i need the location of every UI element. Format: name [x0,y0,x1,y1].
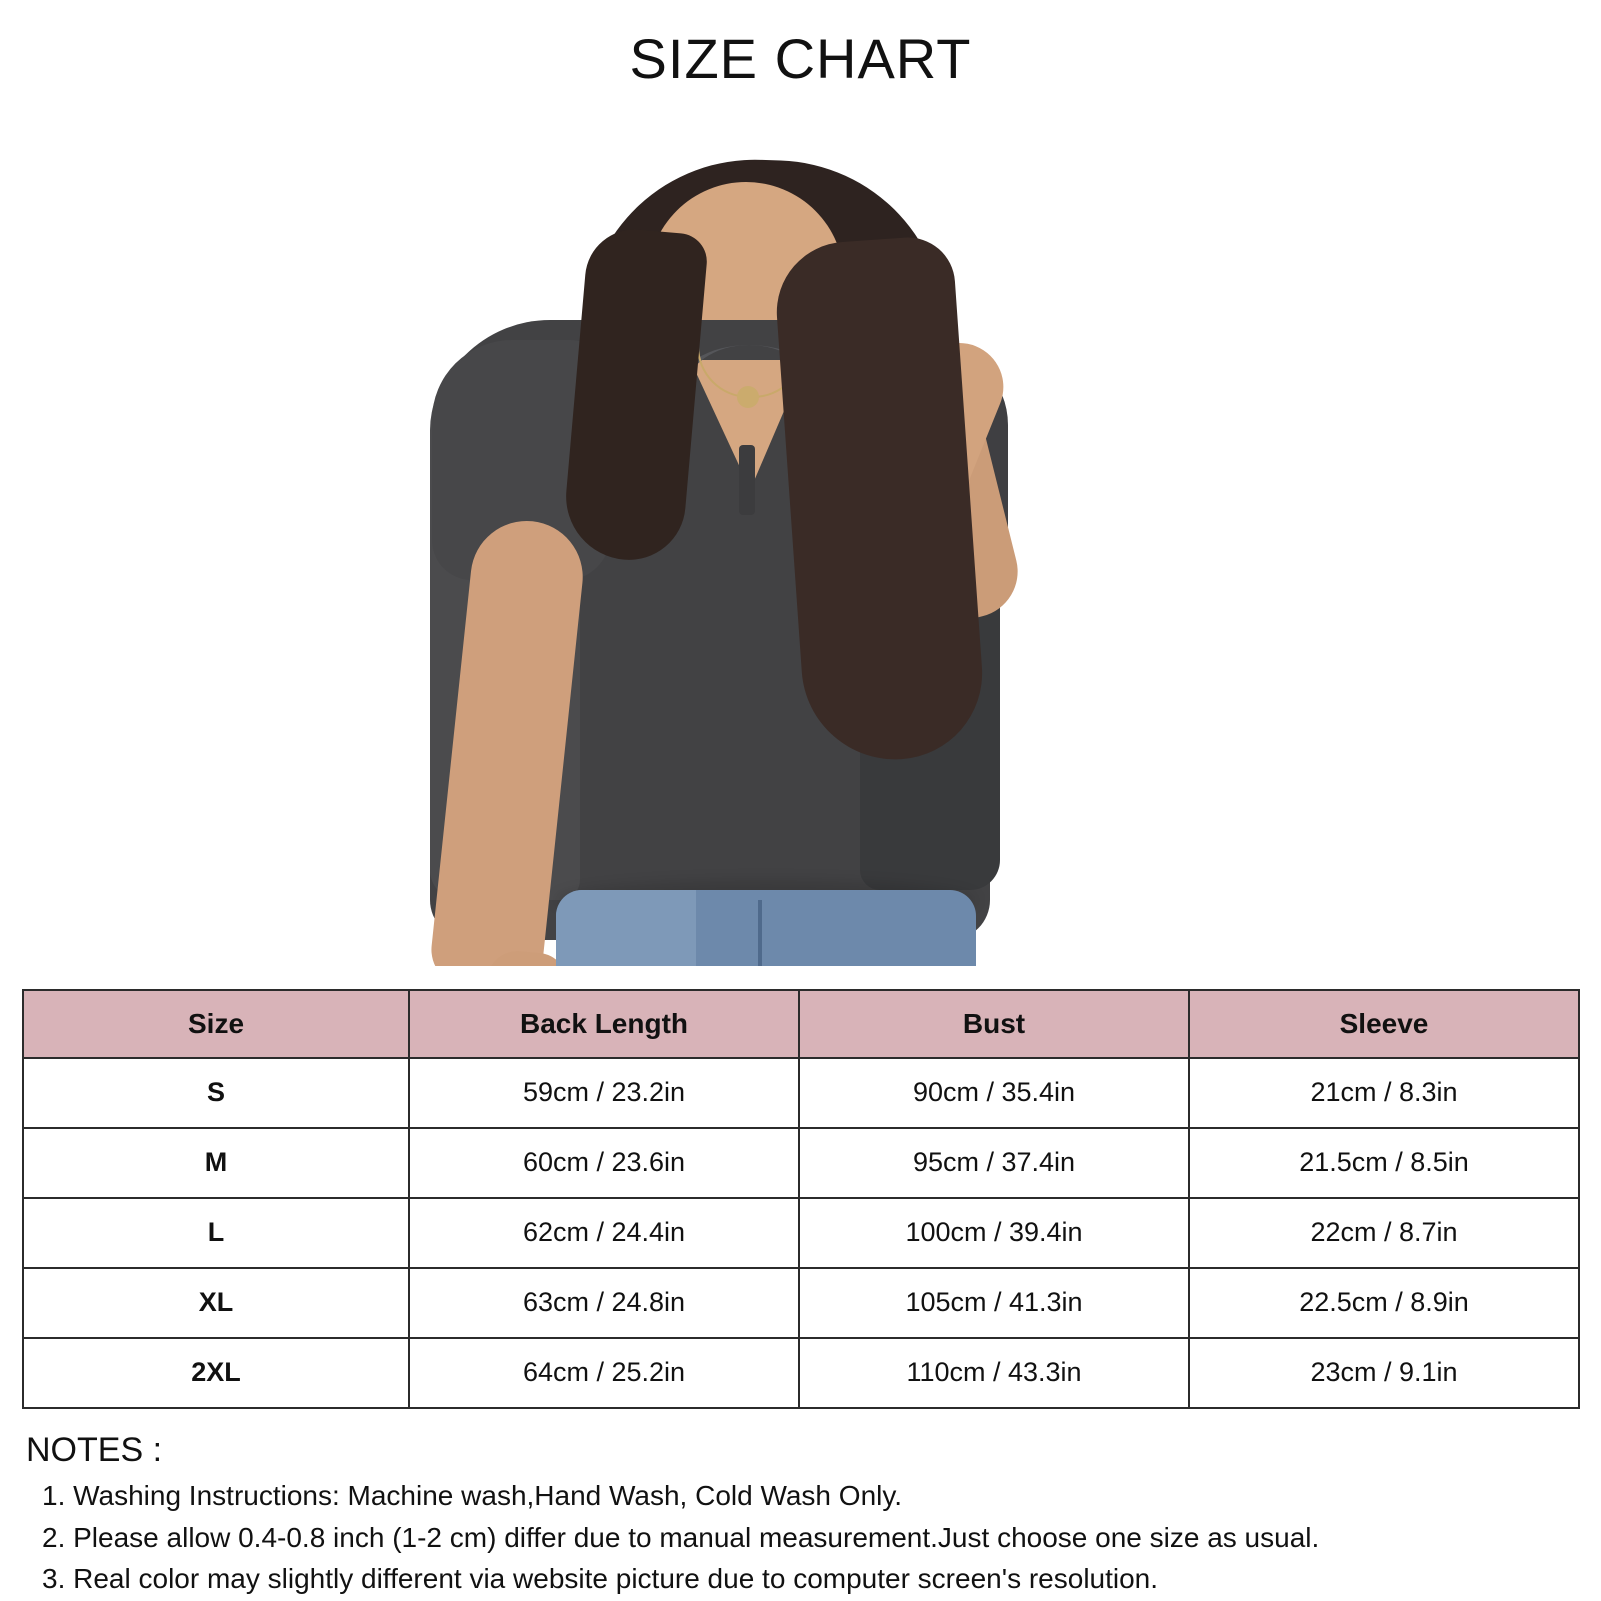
cell-sleeve: 21.5cm / 8.5in [1189,1128,1579,1198]
photo-bottom-edge [0,966,1601,989]
cell-bust: 90cm / 35.4in [799,1058,1189,1128]
table-header [23,990,1579,1058]
cell-size: 2XL [23,1338,409,1408]
column-header-size: Size [23,990,409,1058]
hair-right [772,234,988,765]
cell-sleeve: 22cm / 8.7in [1189,1198,1579,1268]
cell-bust: 105cm / 41.3in [799,1268,1189,1338]
note-line-1: 1. Washing Instructions: Machine wash,Hand Wash, Cold Wash Only. [42,1479,903,1511]
notes-heading: NOTES : [26,1430,163,1469]
cell-bust: 95cm / 37.4in [799,1128,1189,1198]
page-title: SIZE CHART [629,27,972,90]
cell-back-length: 62cm / 24.4in [409,1198,799,1268]
table-row [23,1198,1579,1268]
table-header-row [23,990,1579,1058]
cell-back-length: 63cm / 24.8in [409,1268,799,1338]
product-photo [0,90,1601,989]
note-line-2: 2. Please allow 0.4-0.8 inch (1-2 cm) differ due to manual measurement.Just choose one size as usual. [42,1521,1320,1553]
table-row [23,1128,1579,1198]
table-body [23,1058,1579,1408]
cell-back-length: 59cm / 23.2in [409,1058,799,1128]
table-row [23,1058,1579,1128]
cell-sleeve: 23cm / 9.1in [1189,1338,1579,1408]
size-table [22,989,1580,1409]
table-row [23,1268,1579,1338]
table-row [23,1338,1579,1408]
cell-size: L [23,1198,409,1268]
cell-back-length: 60cm / 23.6in [409,1128,799,1198]
cell-size: M [23,1128,409,1198]
cell-bust: 100cm / 39.4in [799,1198,1189,1268]
column-header-bust: Bust [799,990,1189,1058]
column-header-back-length: Back Length [409,990,799,1058]
cell-back-length: 64cm / 25.2in [409,1338,799,1408]
model-illustration [0,90,1601,989]
cell-sleeve: 22.5cm / 8.9in [1189,1268,1579,1338]
necklace-pendant [737,386,759,408]
cell-size: XL [23,1268,409,1338]
cell-sleeve: 21cm / 8.3in [1189,1058,1579,1128]
cell-size: S [23,1058,409,1128]
note-line-3: 3. Real color may slightly different via website picture due to computer screen's resolution. [42,1563,1159,1595]
notes-section [0,1409,1601,1601]
column-header-sleeve: Sleeve [1189,990,1579,1058]
size-table-container [0,989,1601,1409]
cell-bust: 110cm / 43.3in [799,1338,1189,1408]
